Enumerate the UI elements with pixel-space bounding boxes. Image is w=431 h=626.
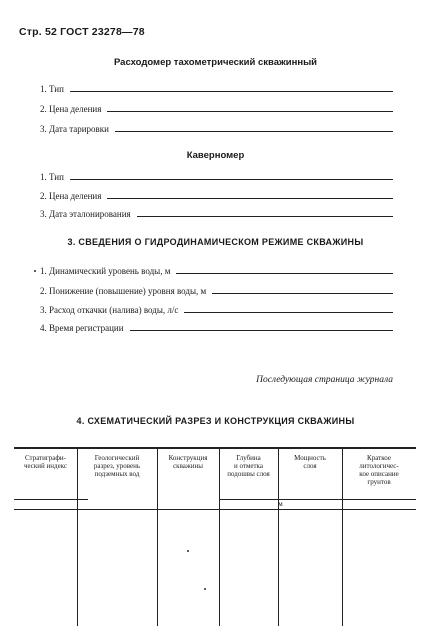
field-label: 4. Время регистрации (40, 323, 124, 333)
field-label: 2. Понижение (повышение) уровня воды, м (40, 286, 207, 296)
fill-line (115, 124, 393, 132)
fill-line (137, 209, 393, 217)
field-label: 3. Дата тарировки (40, 124, 109, 134)
flowmeter-title: Расходомер тахометрический скважинный (113, 57, 318, 68)
column-header-lithology: Краткое литологичес- кое описание грунтов (359, 454, 399, 486)
cavernometer-title: Каверномер (186, 150, 245, 161)
cavernometer-field-type (40, 172, 393, 184)
speck (34, 270, 36, 272)
field-label: 1. Тип (40, 84, 64, 94)
column-header-depth: Глубина и отметка подошвы слоя (227, 454, 270, 478)
fill-line (70, 84, 393, 92)
field-label: 3. Дата эталонирования (40, 209, 131, 219)
column-header-stratigraphic-index: Стратиграфи- ческий индекс (23, 454, 68, 470)
fill-line (184, 305, 393, 313)
section3-field-dynamic-level (40, 266, 393, 278)
field-label: 1. Тип (40, 172, 64, 182)
fill-line (130, 323, 393, 331)
table-top-rule (14, 447, 416, 449)
column-divider (278, 509, 279, 626)
fill-line (212, 286, 393, 294)
next-page-note: Последующая страница журнала (256, 375, 393, 385)
section4-title: 4. СХЕМАТИЧЕСКИЙ РАЗРЕЗ И КОНСТРУКЦИЯ СКВАЖИНЫ (76, 416, 355, 426)
page-header: Стр. 52 ГОСТ 23278—78 (19, 26, 145, 38)
field-label: 2. Цена деления (40, 104, 102, 114)
section3-title: 3. СВЕДЕНИЯ О ГИДРОДИНАМИЧЕСКОМ РЕЖИМЕ СКВАЖИНЫ (67, 237, 364, 247)
section3-field-registration-time (40, 323, 393, 335)
column-header-thickness: Мощность слоя (294, 454, 326, 470)
flowmeter-field-type (40, 84, 393, 96)
fill-line (107, 191, 393, 199)
flowmeter-field-calibration-date (40, 124, 393, 136)
section3-field-level-change (40, 286, 393, 298)
column-header-well-construction: Конструкция скважины (168, 454, 208, 470)
section-table (14, 447, 416, 626)
section3-field-flow-rate (40, 305, 393, 317)
fill-line (70, 172, 393, 180)
speck (187, 550, 189, 552)
cavernometer-field-standardization-date (40, 209, 393, 221)
unit-label: м (278, 500, 283, 508)
field-label: 3. Расход откачки (налива) воды, л/с (40, 305, 179, 315)
flowmeter-field-division (40, 104, 393, 116)
cavernometer-field-division (40, 191, 393, 203)
fill-line (107, 104, 393, 112)
fill-line (176, 266, 393, 274)
table-header-rule-right (342, 499, 416, 500)
table-unit-rule (14, 509, 416, 510)
speck (204, 588, 206, 590)
field-label: 1. Динамический уровень воды, м (40, 266, 171, 276)
field-label: 2. Цена деления (40, 191, 102, 201)
column-header-geological-section: Геологический разрез, уровень подземных вод (93, 454, 141, 478)
